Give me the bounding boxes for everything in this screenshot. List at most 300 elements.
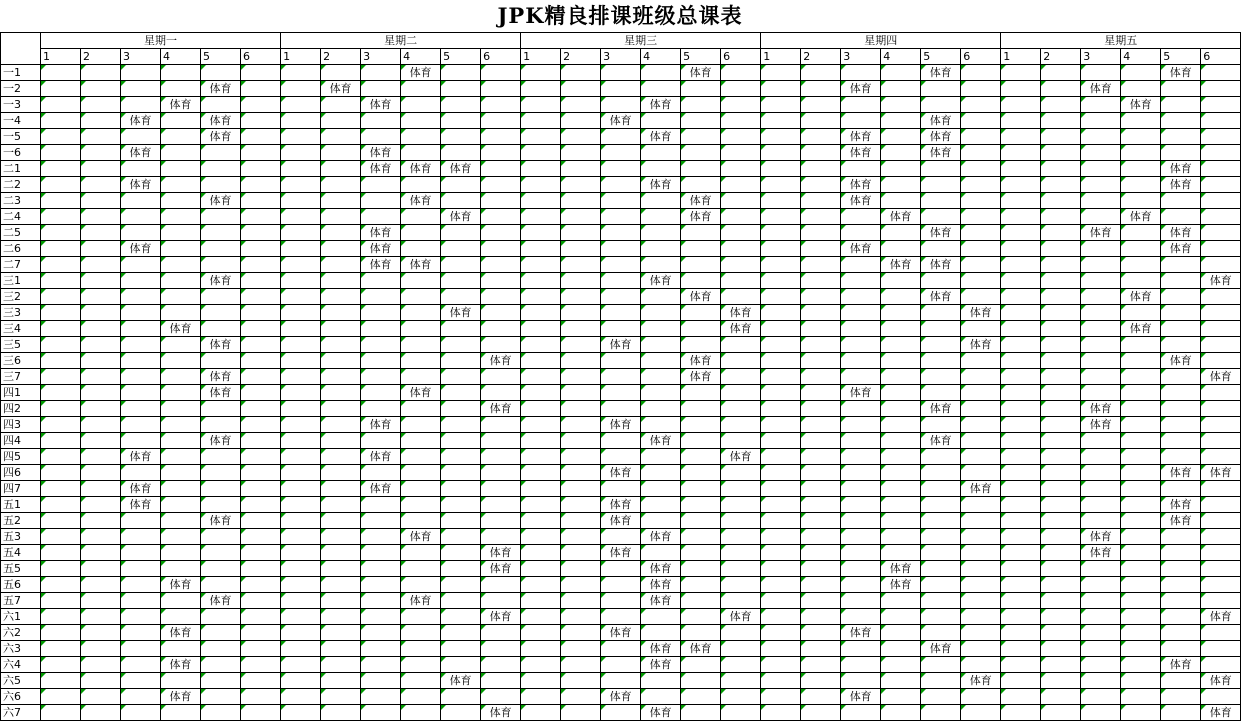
schedule-cell[interactable] <box>361 561 401 577</box>
schedule-cell[interactable] <box>761 577 801 593</box>
schedule-cell[interactable] <box>41 161 81 177</box>
schedule-cell[interactable] <box>81 417 121 433</box>
schedule-cell[interactable] <box>1121 497 1161 513</box>
schedule-cell[interactable] <box>801 369 841 385</box>
schedule-cell[interactable] <box>761 225 801 241</box>
schedule-cell[interactable] <box>281 689 321 705</box>
schedule-cell[interactable] <box>721 97 761 113</box>
schedule-cell[interactable]: 体育 <box>481 705 521 721</box>
schedule-cell[interactable] <box>1121 129 1161 145</box>
schedule-cell[interactable] <box>1161 481 1201 497</box>
schedule-cell[interactable]: 体育 <box>921 113 961 129</box>
schedule-cell[interactable] <box>681 177 721 193</box>
schedule-cell[interactable] <box>481 577 521 593</box>
schedule-cell[interactable] <box>681 225 721 241</box>
schedule-cell[interactable] <box>961 385 1001 401</box>
schedule-cell[interactable] <box>281 369 321 385</box>
schedule-cell[interactable] <box>961 705 1001 721</box>
schedule-cell[interactable] <box>41 497 81 513</box>
schedule-cell[interactable] <box>481 641 521 657</box>
schedule-cell[interactable] <box>961 577 1001 593</box>
schedule-cell[interactable] <box>1081 65 1121 81</box>
schedule-cell[interactable] <box>721 289 761 305</box>
schedule-cell[interactable] <box>1041 481 1081 497</box>
schedule-cell[interactable] <box>41 369 81 385</box>
schedule-cell[interactable] <box>241 337 281 353</box>
schedule-cell[interactable] <box>161 465 201 481</box>
schedule-cell[interactable] <box>1201 209 1241 225</box>
schedule-cell[interactable] <box>1201 561 1241 577</box>
schedule-cell[interactable] <box>241 209 281 225</box>
schedule-cell[interactable]: 体育 <box>641 577 681 593</box>
schedule-cell[interactable] <box>281 577 321 593</box>
schedule-cell[interactable] <box>841 593 881 609</box>
schedule-cell[interactable] <box>321 241 361 257</box>
schedule-cell[interactable] <box>841 481 881 497</box>
schedule-cell[interactable] <box>921 449 961 465</box>
schedule-cell[interactable] <box>201 97 241 113</box>
schedule-cell[interactable] <box>881 545 921 561</box>
schedule-cell[interactable] <box>281 113 321 129</box>
schedule-cell[interactable] <box>841 529 881 545</box>
schedule-cell[interactable]: 体育 <box>481 353 521 369</box>
schedule-cell[interactable] <box>1161 113 1201 129</box>
schedule-cell[interactable] <box>761 561 801 577</box>
schedule-cell[interactable] <box>881 593 921 609</box>
schedule-cell[interactable] <box>401 353 441 369</box>
schedule-cell[interactable] <box>561 241 601 257</box>
schedule-cell[interactable] <box>441 609 481 625</box>
schedule-cell[interactable] <box>121 513 161 529</box>
schedule-cell[interactable] <box>481 449 521 465</box>
schedule-cell[interactable] <box>1041 289 1081 305</box>
schedule-cell[interactable] <box>641 449 681 465</box>
schedule-cell[interactable] <box>761 145 801 161</box>
schedule-cell[interactable] <box>1041 129 1081 145</box>
schedule-cell[interactable] <box>681 497 721 513</box>
schedule-cell[interactable] <box>121 593 161 609</box>
schedule-cell[interactable] <box>1041 561 1081 577</box>
schedule-cell[interactable] <box>161 417 201 433</box>
schedule-cell[interactable] <box>841 257 881 273</box>
schedule-cell[interactable] <box>401 465 441 481</box>
schedule-cell[interactable] <box>1001 673 1041 689</box>
schedule-cell[interactable] <box>241 353 281 369</box>
schedule-cell[interactable] <box>1081 689 1121 705</box>
schedule-cell[interactable] <box>281 673 321 689</box>
schedule-cell[interactable]: 体育 <box>1201 465 1241 481</box>
schedule-cell[interactable] <box>201 609 241 625</box>
schedule-cell[interactable] <box>81 193 121 209</box>
schedule-cell[interactable]: 体育 <box>1161 161 1201 177</box>
schedule-cell[interactable] <box>401 113 441 129</box>
schedule-cell[interactable] <box>1121 65 1161 81</box>
schedule-cell[interactable] <box>321 433 361 449</box>
schedule-cell[interactable]: 体育 <box>721 305 761 321</box>
schedule-cell[interactable] <box>921 177 961 193</box>
schedule-cell[interactable]: 体育 <box>641 529 681 545</box>
schedule-cell[interactable] <box>801 353 841 369</box>
schedule-cell[interactable] <box>1201 689 1241 705</box>
schedule-cell[interactable] <box>241 513 281 529</box>
schedule-cell[interactable] <box>241 81 281 97</box>
schedule-cell[interactable] <box>681 513 721 529</box>
schedule-cell[interactable] <box>881 321 921 337</box>
schedule-cell[interactable] <box>441 65 481 81</box>
schedule-cell[interactable]: 体育 <box>361 481 401 497</box>
schedule-cell[interactable] <box>521 641 561 657</box>
schedule-cell[interactable] <box>1201 337 1241 353</box>
schedule-cell[interactable] <box>561 177 601 193</box>
schedule-cell[interactable] <box>881 113 921 129</box>
schedule-cell[interactable] <box>1041 689 1081 705</box>
schedule-cell[interactable] <box>801 625 841 641</box>
schedule-cell[interactable] <box>521 209 561 225</box>
schedule-cell[interactable] <box>481 321 521 337</box>
schedule-cell[interactable] <box>41 657 81 673</box>
schedule-cell[interactable] <box>681 625 721 641</box>
schedule-cell[interactable] <box>961 145 1001 161</box>
schedule-cell[interactable] <box>1001 177 1041 193</box>
schedule-cell[interactable] <box>521 689 561 705</box>
schedule-cell[interactable] <box>1001 529 1041 545</box>
schedule-cell[interactable] <box>281 545 321 561</box>
schedule-cell[interactable] <box>801 97 841 113</box>
schedule-cell[interactable] <box>881 305 921 321</box>
schedule-cell[interactable] <box>1081 609 1121 625</box>
schedule-cell[interactable]: 体育 <box>641 273 681 289</box>
schedule-cell[interactable] <box>1081 465 1121 481</box>
schedule-cell[interactable] <box>1081 129 1121 145</box>
schedule-cell[interactable] <box>81 657 121 673</box>
schedule-cell[interactable] <box>921 625 961 641</box>
schedule-cell[interactable] <box>361 545 401 561</box>
schedule-cell[interactable] <box>601 241 641 257</box>
schedule-cell[interactable]: 体育 <box>641 177 681 193</box>
schedule-cell[interactable] <box>521 241 561 257</box>
schedule-cell[interactable] <box>1081 145 1121 161</box>
schedule-cell[interactable]: 体育 <box>921 289 961 305</box>
schedule-cell[interactable] <box>1041 209 1081 225</box>
schedule-cell[interactable]: 体育 <box>361 161 401 177</box>
schedule-cell[interactable] <box>41 321 81 337</box>
schedule-cell[interactable] <box>121 657 161 673</box>
schedule-cell[interactable] <box>161 129 201 145</box>
schedule-cell[interactable] <box>441 465 481 481</box>
schedule-cell[interactable] <box>641 385 681 401</box>
schedule-cell[interactable] <box>1041 433 1081 449</box>
schedule-cell[interactable]: 体育 <box>201 369 241 385</box>
schedule-cell[interactable] <box>41 193 81 209</box>
schedule-cell[interactable] <box>1001 241 1041 257</box>
schedule-cell[interactable] <box>161 529 201 545</box>
schedule-cell[interactable] <box>441 113 481 129</box>
schedule-cell[interactable] <box>481 241 521 257</box>
schedule-cell[interactable] <box>801 609 841 625</box>
schedule-cell[interactable] <box>481 497 521 513</box>
schedule-cell[interactable] <box>241 241 281 257</box>
schedule-cell[interactable] <box>641 545 681 561</box>
schedule-cell[interactable] <box>441 481 481 497</box>
schedule-cell[interactable] <box>441 353 481 369</box>
schedule-cell[interactable] <box>521 705 561 721</box>
schedule-cell[interactable] <box>401 689 441 705</box>
schedule-cell[interactable]: 体育 <box>121 177 161 193</box>
schedule-cell[interactable]: 体育 <box>841 689 881 705</box>
schedule-cell[interactable] <box>921 577 961 593</box>
schedule-cell[interactable] <box>1001 369 1041 385</box>
schedule-cell[interactable] <box>1121 81 1161 97</box>
schedule-cell[interactable] <box>201 161 241 177</box>
schedule-cell[interactable] <box>1041 577 1081 593</box>
schedule-cell[interactable] <box>681 465 721 481</box>
schedule-cell[interactable] <box>161 449 201 465</box>
schedule-cell[interactable] <box>121 353 161 369</box>
schedule-cell[interactable] <box>121 129 161 145</box>
schedule-cell[interactable] <box>721 241 761 257</box>
schedule-cell[interactable] <box>921 241 961 257</box>
schedule-cell[interactable] <box>81 257 121 273</box>
schedule-cell[interactable] <box>81 561 121 577</box>
schedule-cell[interactable] <box>801 129 841 145</box>
schedule-cell[interactable] <box>641 321 681 337</box>
schedule-cell[interactable] <box>1081 481 1121 497</box>
schedule-cell[interactable] <box>921 385 961 401</box>
schedule-cell[interactable] <box>721 433 761 449</box>
schedule-cell[interactable] <box>281 161 321 177</box>
schedule-cell[interactable] <box>241 97 281 113</box>
schedule-cell[interactable]: 体育 <box>161 657 201 673</box>
schedule-cell[interactable] <box>361 689 401 705</box>
schedule-cell[interactable]: 体育 <box>1121 97 1161 113</box>
schedule-cell[interactable] <box>921 321 961 337</box>
schedule-cell[interactable]: 体育 <box>201 593 241 609</box>
schedule-cell[interactable] <box>961 609 1001 625</box>
schedule-cell[interactable] <box>281 625 321 641</box>
schedule-cell[interactable]: 体育 <box>361 241 401 257</box>
schedule-cell[interactable] <box>721 273 761 289</box>
schedule-cell[interactable] <box>81 385 121 401</box>
schedule-cell[interactable] <box>521 145 561 161</box>
schedule-cell[interactable] <box>1001 161 1041 177</box>
schedule-cell[interactable]: 体育 <box>601 113 641 129</box>
schedule-cell[interactable] <box>801 657 841 673</box>
schedule-cell[interactable] <box>1201 177 1241 193</box>
schedule-cell[interactable] <box>601 97 641 113</box>
schedule-cell[interactable] <box>161 305 201 321</box>
schedule-cell[interactable] <box>1121 369 1161 385</box>
schedule-cell[interactable] <box>521 321 561 337</box>
schedule-cell[interactable] <box>761 417 801 433</box>
schedule-cell[interactable] <box>961 113 1001 129</box>
schedule-cell[interactable]: 体育 <box>1161 225 1201 241</box>
schedule-cell[interactable] <box>641 497 681 513</box>
schedule-cell[interactable] <box>1161 689 1201 705</box>
schedule-cell[interactable] <box>201 401 241 417</box>
schedule-cell[interactable] <box>361 673 401 689</box>
schedule-cell[interactable] <box>1041 161 1081 177</box>
schedule-cell[interactable] <box>641 65 681 81</box>
schedule-cell[interactable] <box>321 209 361 225</box>
schedule-cell[interactable] <box>801 193 841 209</box>
schedule-cell[interactable] <box>81 145 121 161</box>
schedule-cell[interactable] <box>521 385 561 401</box>
schedule-cell[interactable] <box>801 177 841 193</box>
schedule-cell[interactable] <box>1001 97 1041 113</box>
schedule-cell[interactable]: 体育 <box>361 449 401 465</box>
schedule-cell[interactable] <box>41 385 81 401</box>
schedule-cell[interactable] <box>1081 305 1121 321</box>
schedule-cell[interactable]: 体育 <box>401 385 441 401</box>
schedule-cell[interactable] <box>81 241 121 257</box>
schedule-cell[interactable] <box>881 161 921 177</box>
schedule-cell[interactable]: 体育 <box>641 433 681 449</box>
schedule-cell[interactable] <box>761 65 801 81</box>
schedule-cell[interactable] <box>241 321 281 337</box>
schedule-cell[interactable] <box>321 449 361 465</box>
schedule-cell[interactable] <box>601 161 641 177</box>
schedule-cell[interactable] <box>801 417 841 433</box>
schedule-cell[interactable] <box>81 337 121 353</box>
schedule-cell[interactable] <box>1201 577 1241 593</box>
schedule-cell[interactable] <box>481 177 521 193</box>
schedule-cell[interactable] <box>601 289 641 305</box>
schedule-cell[interactable] <box>1001 689 1041 705</box>
schedule-cell[interactable] <box>321 497 361 513</box>
schedule-cell[interactable] <box>841 545 881 561</box>
schedule-cell[interactable] <box>921 353 961 369</box>
schedule-cell[interactable] <box>561 625 601 641</box>
schedule-cell[interactable] <box>521 161 561 177</box>
schedule-cell[interactable] <box>601 481 641 497</box>
schedule-cell[interactable] <box>361 513 401 529</box>
schedule-cell[interactable] <box>641 225 681 241</box>
schedule-cell[interactable] <box>761 673 801 689</box>
schedule-cell[interactable] <box>921 657 961 673</box>
schedule-cell[interactable] <box>641 689 681 705</box>
schedule-cell[interactable] <box>761 161 801 177</box>
schedule-cell[interactable] <box>841 513 881 529</box>
schedule-cell[interactable] <box>361 369 401 385</box>
schedule-cell[interactable] <box>801 497 841 513</box>
schedule-cell[interactable] <box>121 609 161 625</box>
schedule-cell[interactable] <box>481 193 521 209</box>
schedule-cell[interactable] <box>81 673 121 689</box>
schedule-cell[interactable] <box>1201 545 1241 561</box>
schedule-cell[interactable] <box>521 257 561 273</box>
schedule-cell[interactable] <box>881 401 921 417</box>
schedule-cell[interactable]: 体育 <box>1081 417 1121 433</box>
schedule-cell[interactable] <box>81 593 121 609</box>
schedule-cell[interactable] <box>281 513 321 529</box>
schedule-cell[interactable] <box>1161 321 1201 337</box>
schedule-cell[interactable] <box>1081 433 1121 449</box>
schedule-cell[interactable] <box>321 625 361 641</box>
schedule-cell[interactable] <box>881 465 921 481</box>
schedule-cell[interactable] <box>1001 577 1041 593</box>
schedule-cell[interactable] <box>1161 545 1201 561</box>
schedule-cell[interactable] <box>1081 561 1121 577</box>
schedule-cell[interactable] <box>721 465 761 481</box>
schedule-cell[interactable] <box>881 449 921 465</box>
schedule-cell[interactable] <box>961 689 1001 705</box>
schedule-cell[interactable]: 体育 <box>1161 177 1201 193</box>
schedule-cell[interactable] <box>1081 321 1121 337</box>
schedule-cell[interactable] <box>841 705 881 721</box>
schedule-cell[interactable] <box>1001 401 1041 417</box>
schedule-cell[interactable] <box>641 257 681 273</box>
schedule-cell[interactable] <box>201 417 241 433</box>
schedule-cell[interactable] <box>401 481 441 497</box>
schedule-cell[interactable] <box>521 593 561 609</box>
schedule-cell[interactable] <box>441 257 481 273</box>
schedule-cell[interactable] <box>41 273 81 289</box>
schedule-cell[interactable] <box>681 449 721 465</box>
schedule-cell[interactable] <box>521 577 561 593</box>
schedule-cell[interactable] <box>281 145 321 161</box>
schedule-cell[interactable] <box>281 449 321 465</box>
schedule-cell[interactable] <box>561 161 601 177</box>
schedule-cell[interactable] <box>1121 145 1161 161</box>
schedule-cell[interactable] <box>441 177 481 193</box>
schedule-cell[interactable] <box>961 417 1001 433</box>
schedule-cell[interactable] <box>321 481 361 497</box>
schedule-cell[interactable] <box>841 113 881 129</box>
schedule-cell[interactable] <box>1201 529 1241 545</box>
schedule-cell[interactable] <box>721 257 761 273</box>
schedule-cell[interactable] <box>721 81 761 97</box>
schedule-cell[interactable] <box>1161 433 1201 449</box>
schedule-cell[interactable] <box>361 641 401 657</box>
schedule-cell[interactable] <box>721 129 761 145</box>
schedule-cell[interactable] <box>1201 353 1241 369</box>
schedule-cell[interactable] <box>41 673 81 689</box>
schedule-cell[interactable] <box>1041 657 1081 673</box>
schedule-cell[interactable] <box>81 321 121 337</box>
schedule-cell[interactable] <box>561 513 601 529</box>
schedule-cell[interactable] <box>761 353 801 369</box>
schedule-cell[interactable] <box>1161 609 1201 625</box>
schedule-cell[interactable]: 体育 <box>921 433 961 449</box>
schedule-cell[interactable] <box>681 273 721 289</box>
schedule-cell[interactable] <box>761 545 801 561</box>
schedule-cell[interactable] <box>881 529 921 545</box>
schedule-cell[interactable]: 体育 <box>961 305 1001 321</box>
schedule-cell[interactable]: 体育 <box>681 65 721 81</box>
schedule-cell[interactable] <box>41 241 81 257</box>
schedule-cell[interactable] <box>401 625 441 641</box>
schedule-cell[interactable]: 体育 <box>601 417 641 433</box>
schedule-cell[interactable] <box>1121 353 1161 369</box>
schedule-cell[interactable] <box>641 113 681 129</box>
schedule-cell[interactable] <box>241 113 281 129</box>
schedule-cell[interactable] <box>81 465 121 481</box>
schedule-cell[interactable]: 体育 <box>1161 497 1201 513</box>
schedule-cell[interactable] <box>1121 593 1161 609</box>
schedule-cell[interactable]: 体育 <box>201 385 241 401</box>
schedule-cell[interactable]: 体育 <box>1161 657 1201 673</box>
schedule-cell[interactable] <box>441 561 481 577</box>
schedule-cell[interactable] <box>81 497 121 513</box>
schedule-cell[interactable] <box>441 193 481 209</box>
schedule-cell[interactable] <box>1041 625 1081 641</box>
schedule-cell[interactable] <box>1201 481 1241 497</box>
schedule-cell[interactable]: 体育 <box>361 417 401 433</box>
schedule-cell[interactable] <box>1121 513 1161 529</box>
schedule-cell[interactable] <box>1201 241 1241 257</box>
schedule-cell[interactable] <box>641 289 681 305</box>
schedule-cell[interactable] <box>1001 449 1041 465</box>
